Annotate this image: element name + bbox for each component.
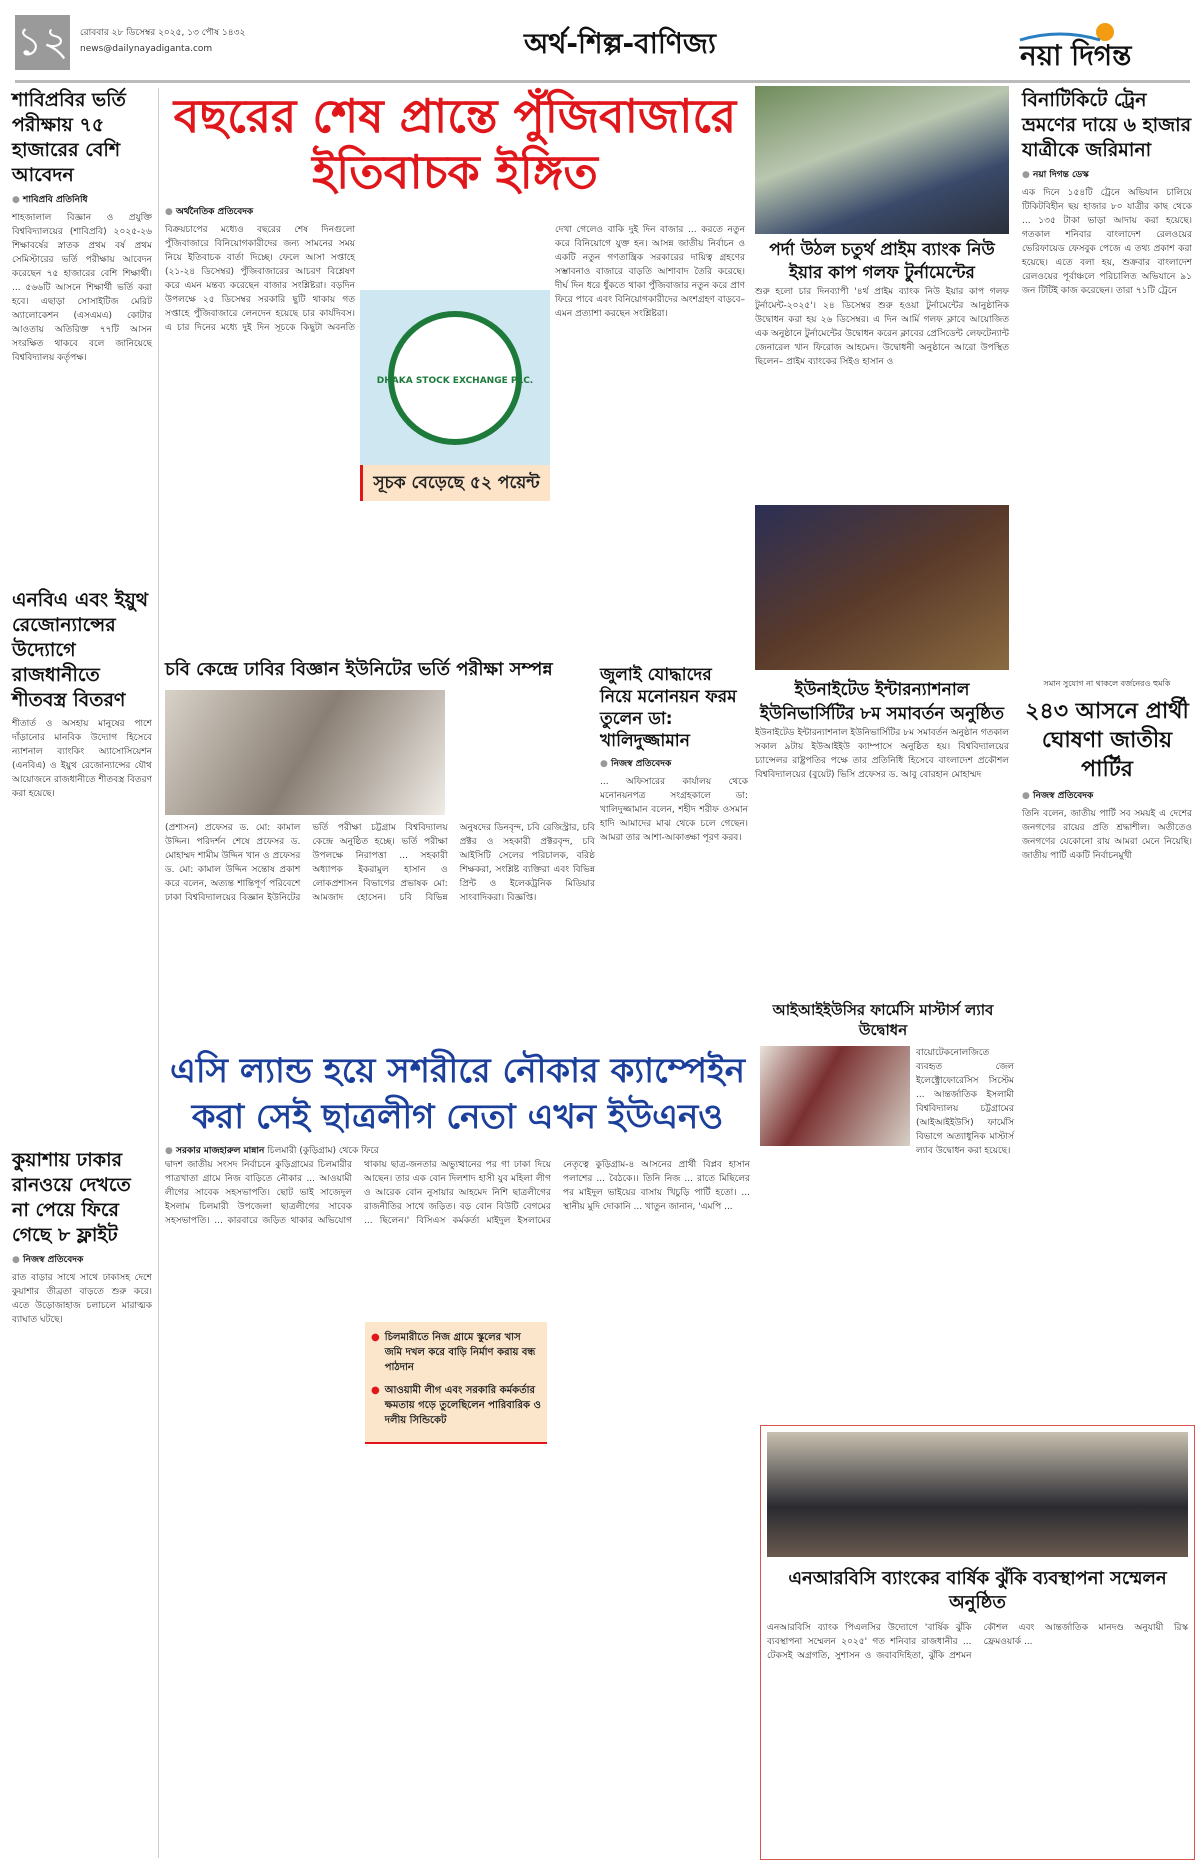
article-july bbox=[600, 664, 748, 1004]
byline: ● সরকার মাজহারুল মান্নান bbox=[165, 1146, 264, 1156]
dse-logo-image bbox=[360, 290, 550, 465]
article-body: দ্বাদশ জাতীয় সংসদ নির্বাচনে কুড়িগ্রামের চিলমারীর পাত্রখাতা গ্রামে নিজ বাড়িতে নৌকার ... আওয়ামী লীগের সাবেক সহসভাপতি। ছোট ভাই সাজেদুল ইসলাম চিলমারী উপজেলা ছাত্রলীগের সাবেক সহসভাপতি। ... কারবারে জড়িত থাকার অভিযোগ থাকায় ছাত্র-জনতার অভ্যুত্থানের পর গা ঢাকা দিয়ে আছেন। তার এক বোন দিলশাদ হাসী যুব মহিলা লীগ ও আরেক বোন নুসায়ার আহমেদ নিশি ছাত্রলীগের রাজনীতির সাথে জড়িত। বড় বোন বিউটি বেগমের ... ছিলেন।' বিসিএস কর্মকর্তা মাইদুল ইসলামের নেতৃত্বে কুড়িগ্রাম-৪ আসনের প্রার্থী বিপ্লব হাসান পলাশের ... বৈঠকে।। তিনি নিজ ... রাতে মিছিলের পর মাইদুল ভাইয়ের বাসায় খিচুড়ি পার্টি হতো। ... স্থানীয় মুদি দোকানি ... খাতুন জানান, 'এমপি ... bbox=[165, 1160, 750, 1226]
iiuc-body: বায়োটেকনোলজিতে ব্যবহৃত জেল ইলেক্ট্রোফোরেসিস সিস্টেম ... আন্তর্জাতিক ইসলামী বিশ্ববিদ্যালয় চট্টগ্রামের (আইআইইউসি) ফার্মেসি বিভাগে অত্যাধুনিক মাস্টার্স ল্যাব উদ্বোধন করা হয়েছে। bbox=[916, 1048, 1014, 1156]
nrbc-body: এনআরবিসি ব্যাংক পিএলসির উদ্যোগে 'বার্ষিক ঝুঁকি ব্যবস্থাপনা সম্মেলন ২০২৫' গত শনিবার রাজধানীর ... টেকসই অগ্রগতি, সুশাসন ও জবাবদিহিতা, ঝুঁকি প্রশমন কৌশল এবং আন্তর্জাতিক মানদণ্ড অনুযায়ী রিস্ক ফ্রেমওয়ার্ক ... bbox=[767, 1623, 1188, 1661]
bullet-icon: ● bbox=[371, 1332, 380, 1343]
headline: জুলাই যোদ্ধাদের নিয়ে মনোনয়ন ফরম তুলেন ডা: খালিদুজ্জামান bbox=[600, 665, 737, 751]
page-number: ১২ bbox=[15, 15, 70, 70]
article-cu bbox=[165, 658, 595, 1040]
article-body: শাহজালাল বিজ্ঞান ও প্রযুক্তি বিশ্ববিদ্যালয়ের (শাবিপ্রবি) ২০২৫-২৬ শিক্ষাবর্ষের স্নাতক প্রথম বর্ষ প্রথম সেমিস্টারের ভর্তি পরীক্ষায় আবেদন করেছেন ৭৫ হাজারের বেশি শিক্ষার্থী। ... ৫৬৬টি আসনে শিক্ষার্থী ভর্তি করা হবে। এছাড়া সোসাইটিজ মেরিট অ্যালোকেশন (এসএমএ) কোটার আওতায় অতিরিক্ত ৭৭টি আসন সংরক্ষিত থাকবে বলে জানিয়েছে বিশ্ববিদ্যালয় কর্তৃপক্ষ। bbox=[12, 213, 152, 363]
bcl-headline: এসি ল্যান্ড হয়ে সশরীরে নৌকার ক্যাম্পেইন করা সেই ছাত্রলীগ নেতা এখন ইউএনও bbox=[169, 1051, 746, 1137]
article-train bbox=[1022, 88, 1192, 658]
article-fog-flights bbox=[12, 1148, 152, 1327]
section-title: অর্থ-শিল্প-বাণিজ্য bbox=[523, 27, 716, 60]
iiuc-headline: আইআইইউসির ফার্মেসি মাস্টার্স ল্যাব উদ্বোধন bbox=[772, 1001, 994, 1039]
uiu-body: ইউনাইটেড ইন্টারন্যাশনাল ইউনিভার্সিটির ৮ম সমাবর্তন অনুষ্ঠান গতকাল সকাল ৯টায় ইউআইইউ ক্যাম্পাসে অনুষ্ঠিত হয়। বিশ্ববিদ্যালয়ের চ্যান্সেলর রাষ্ট্রপতির পক্ষে তার প্রতিনিধি হিসেবে বাংলাদেশ প্রকৌশল বিশ্ববিদ্যালয়ের (বুয়েট) ভিসি প্রফেসর ড. আবু বোরহান মোহাম্মদ bbox=[755, 728, 1009, 780]
article-body: ... অফিসারের কার্যালয় থেকে মনোনয়নপত্র সংগ্রহকালে ডা: খালিদুজ্জামান বলেন, শহীদ শরীফ ওসমান হাদি আমাদের মাঝ থেকে চলে গেছেন। আমরা তার আশা-আকাঙ্ক্ষা পূরণ করব। bbox=[600, 777, 748, 843]
headline: এনবিএ এবং ইয়ুথ রেজোন্যান্সের উদ্যোগে রাজধানীতে শীতবস্ত্র বিতরণ bbox=[12, 589, 149, 711]
byline: ● নিজস্ব প্রতিবেদক bbox=[12, 1252, 152, 1267]
issue-date: রোববার ২৮ ডিসেম্বর ২০২৫, ১৩ পৌষ ১৪৩২ bbox=[80, 28, 246, 38]
article-body: শীতার্ত ও অসহায় মানুষের পাশে দাঁড়ানোর মানবিক উদ্যোগ হিসেবে ন্যাশনাল ব্যাংকিং অ্যাসোসিয়েশন (এনবিএ) ও ইয়ুথ রেজোন্যান্সের যৌথ আয়োজনে রাজধানীতে শীতবস্ত্র বিতরণ করা হয়েছে। bbox=[12, 719, 152, 799]
byline: ● নিজস্ব প্রতিবেদক bbox=[1022, 788, 1192, 803]
bullet-icon: ● bbox=[371, 1385, 380, 1396]
convocation-photo bbox=[755, 505, 1009, 670]
uiu-headline: ইউনাইটেড ইন্টারন্যাশনাল ইউনিভার্সিটির ৮ম সমাবর্তন অনুষ্ঠিত bbox=[759, 680, 1005, 724]
article-uiu bbox=[752, 505, 1012, 995]
article-body: এক দিনে ১৫৪টি ট্রেনে অভিযান চালিয়ে টিকিটবিহীন ছয় হাজার ৮০ যাত্রীর কাছ থেকে ... ১৩৫ টাকা ভাড়া আদায় করা হয়েছে। গতকাল শনিবার বাংলাদেশ রেলওয়ের ভেরিফায়েড ফেসবুক পেজে এ তথ্য প্রকাশ করা হয়েছে। এতে বলা হয়, শুক্রবার বাংলাদেশ রেলওয়ের পূর্বাঞ্চলে পরিচালিত অভিযানে ৯১ জন টিটিই কাজ করেছেন। তারা ৭১টি ট্রেনে bbox=[1022, 188, 1192, 296]
highlight-item: ● চিলমারীতে নিজ গ্রামে স্কুলের খাস জমি দখল করে বাড়ি নির্মাণ করায় বন্ধ পাঠদান bbox=[371, 1332, 536, 1373]
cu-headline: চবি কেন্দ্রে ঢাবির বিজ্ঞান ইউনিটের ভর্তি পরীক্ষা সম্পন্ন bbox=[165, 659, 553, 680]
byline: ● নিজস্ব প্রতিবেদক bbox=[600, 756, 748, 771]
article-body: রাত বাড়ার সাথে সাথে ঢাকাসহ দেশে কুয়াশার তীব্রতা বাড়তে শুরু করে। এতে উড়োজাহাজ চলাচলে মারাত্মক ব্যাঘাত ঘটছে। bbox=[12, 1273, 152, 1325]
email-link[interactable]: news@dailynayadiganta.com bbox=[80, 44, 213, 54]
article-body: বিক্রয়চাপের মধ্যেও বছরের শেষ দিনগুলো পুঁজিবাজারে বিনিয়োগকারীদের জন্য সামনের সময় নিয়ে ইতিবাচক বার্তা দিচ্ছে। ফেলে আসা সপ্তাহে (২১-২৪ ডিসেম্বর) পুঁজিবাজারের আচরণ বিশ্লেষণ করে এমন মন্তব্য করেছেন বাজার সংশ্লিষ্টরা। বড়দিন উপলক্ষে ২৫ ডিসেম্বর সরকারি ছুটি থাকায় গত সপ্তাহে পুঁজিবাজারে লেনদেন হয়েছে চার কার্যদিবস। এ চার দিনের মধ্যে দুই দিন সূচকে কিছুটা অবনতি দেখা গেলেও বাকি দুই দিন বাজার ... করতে নতুন করে বিনিয়োগে যুক্ত হন। আসন্ন জাতীয় নির্বাচন ও একটি নতুন গণতান্ত্রিক সরকারের দায়িত্ব গ্রহণের সম্ভাবনাও বাজারে বাড়তি আশাবাদ তৈরি করেছে। দীর্ঘ দিন ধরে ধুঁকতে থাকা পুঁজিবাজার নতুন করে প্রাণ ফিরে পাবে এবং বিনিয়োগকারীদের অংশগ্রহণ বাড়বে– এমন প্রত্যাশা করছেন সংশ্লিষ্টরা। bbox=[165, 225, 745, 333]
dateline: চিলমারী (কুড়িগ্রাম) থেকে ফিরে bbox=[267, 1146, 379, 1156]
article-jatiya-party bbox=[1022, 678, 1192, 1178]
article-golf bbox=[752, 86, 1012, 501]
newspaper-logo bbox=[1000, 18, 1190, 72]
masthead-info bbox=[80, 25, 245, 57]
highlight-item: ● আওয়ামী লীগ এবং সরকারি কর্মকর্তার ক্ষমতায় গড়ে তুলেছিলেন পারিবারিক ও দলীয় সিন্ডিকেট bbox=[371, 1385, 541, 1426]
column-divider bbox=[158, 88, 159, 1858]
nrbc-box bbox=[760, 1425, 1195, 1860]
golf-headline: পর্দা উঠল চতুর্থ প্রাইম ব্যাংক নিউ ইয়ার কাপ গলফ টুর্নামেন্টের bbox=[769, 240, 995, 283]
left-column bbox=[12, 88, 152, 1327]
highlight-box bbox=[365, 1322, 547, 1444]
kicker: সমান সুযোগ না থাকলে বর্জনেরও হুমকি bbox=[1043, 679, 1171, 688]
iiuc-content bbox=[752, 1046, 1014, 1420]
exam-photo bbox=[165, 690, 445, 815]
nrbc-headline: এনআরবিসি ব্যাংকের বার্ষিক ঝুঁকি ব্যবস্থাপনা সম্মেলন অনুষ্ঠিত bbox=[788, 1568, 1167, 1613]
dse-logo-text: DHAKA STOCK EXCHANGE PLC. bbox=[376, 375, 534, 386]
lead-headline: বছরের শেষ প্রান্তে পুঁজিবাজারে ইতিবাচক ইঙ্গিত bbox=[173, 89, 737, 199]
conference-photo bbox=[767, 1432, 1188, 1557]
golf-body: শুরু হলো চার দিনব্যাপী '৪র্থ প্রাইম ব্যাংক নিউ ইয়ার কাপ গলফ টুর্নামেন্ট-২০২৫'। ২৪ ডিসেম্বর শুরু হওয়া টুর্নামেন্টের আনুষ্ঠানিক উদ্বোধন করা হয় ২৬ ডিসেম্বর। এ দিন আর্মি গলফ ক্লাবে আয়োজিত এক অনুষ্ঠানে টুর্নামেন্টের উদ্বোধন করেন ক্লাবের প্রেসিডেন্ট লেফটেন্যান্ট জেনারেল খান ফিরোজ আহমেদ। উদ্বোধনী অনুষ্ঠানে আরো উপস্থিত ছিলেন– প্রাইম ব্যাংকের সিইও হাসান ও bbox=[755, 287, 1009, 367]
byline: ● শাবিপ্রবি প্রতিনিধি bbox=[12, 192, 152, 207]
article-bcl bbox=[165, 1048, 750, 1858]
cu-body: (প্রশাসন) প্রফেসর ড. মো: কামাল উদ্দিন। পরিদর্শন শেষে প্রফেসর ড. মোহাম্মদ শামীম উদ্দিন খান ও প্রফেসর ড. মো: কামাল উদ্দিন সন্তোষ প্রকাশ করে বলেন, অত্যন্ত শান্তিপূর্ণ পরিবেশে ঢাকা বিশ্ববিদ্যালয়ের বিজ্ঞান ইউনিটের ভর্তি পরীক্ষা চট্টগ্রাম বিশ্ববিদ্যালয় কেন্দ্রে অনুষ্ঠিত হচ্ছে। ভর্তি পরীক্ষা উপলক্ষে নিরাপত্তা ... সহকারী অধ্যাপক ইকরামুল হাসান ও লোকপ্রশাসন বিভাগের প্রভাষক মো: আমজাদ হোসেন। চবি বিভিন্ন অনুষদের ডিনবৃন্দ, চবি রেজিস্ট্রার, চবি প্রক্টর ও সহকারী প্রক্টরবৃন্দ, চবি আইসিটি সেলের পরিচালক, বরিষ্ঠ শিক্ষকরা, সংশ্লিষ্ট ব্যক্তিরা এবং বিভিন্ন প্রিন্ট ও ইলেকট্রনিক মিডিয়ার সাংবাদিকরা। বিজ্ঞপ্তি। bbox=[165, 823, 595, 903]
dse-emblem-icon bbox=[376, 308, 534, 448]
golf-photo bbox=[755, 86, 1009, 234]
headline: শাবিপ্রবির ভর্তি পরীক্ষায় ৭৫ হাজারের বেশি আবেদন bbox=[12, 89, 126, 186]
headline: কুয়াশায় ঢাকার রানওয়ে দেখতে না পেয়ে ফিরে গেছে ৮ ফ্লাইট bbox=[12, 1149, 131, 1246]
masthead-divider bbox=[15, 80, 1190, 83]
lab-photo bbox=[760, 1046, 910, 1146]
article-shabiprobi bbox=[12, 88, 152, 588]
headline: ২৪৩ আসনে প্রার্থী ঘোষণা জাতীয় পার্টির bbox=[1025, 699, 1189, 782]
byline: ● অর্থনৈতিক প্রতিবেদক bbox=[165, 204, 745, 219]
headline: বিনাটিকিটে ট্রেন ভ্রমণের দায়ে ৬ হাজার যাত্রীকে জরিমানা bbox=[1022, 89, 1192, 161]
article-body: তিনি বলেন, জাতীয় পার্টি সব সময়ই এ দেশের জনগণের রায়ের প্রতি শ্রদ্ধাশীল। অতীতেও জনগণের যেকোনো রায় আমরা মেনে নিয়েছি। জাতীয় পার্টি একটি নির্বাচনমুখী bbox=[1022, 809, 1192, 861]
logo-text: নয়া দিগন্ত bbox=[1020, 39, 1132, 72]
byline: ● নয়া দিগন্ত ডেস্ক bbox=[1022, 167, 1192, 182]
article-nba bbox=[12, 588, 152, 1148]
lead-caption: সূচক বেড়েছে ৫২ পয়েন্ট bbox=[360, 465, 550, 501]
article-iiuc bbox=[752, 1000, 1014, 1420]
